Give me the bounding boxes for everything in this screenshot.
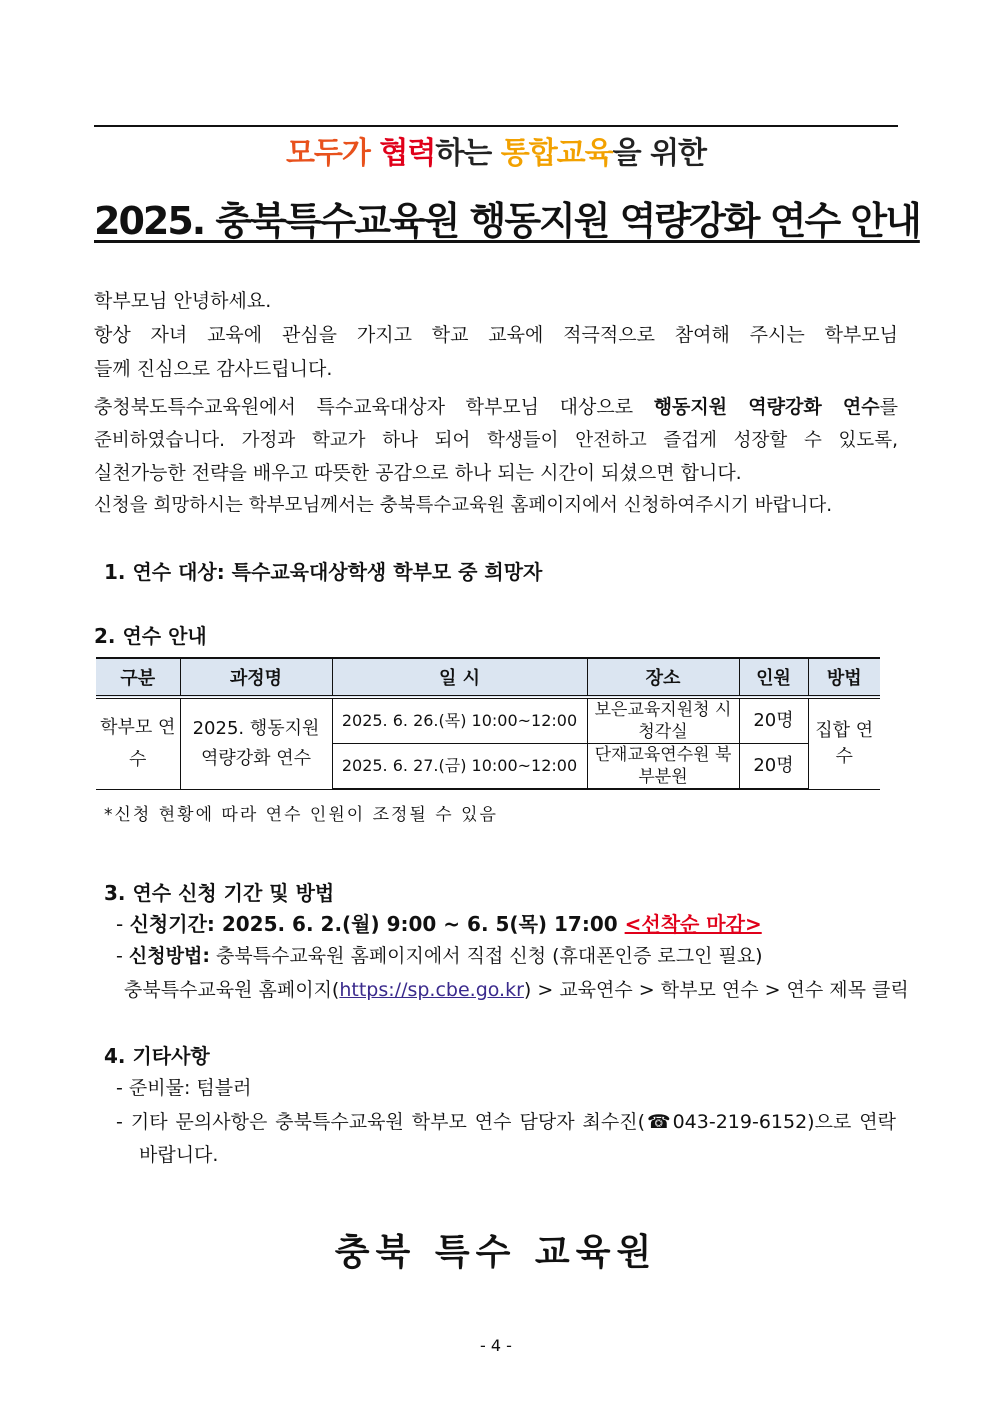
table-note: *신청 현황에 따라 연수 인원이 조정될 수 있음 bbox=[104, 805, 498, 825]
datetime-cell: 2025. 6. 26.(목) 10:00~12:00 bbox=[332, 697, 587, 744]
intro-paragraph-line: 항상 자녀 교육에 관심을 가지고 학교 교육에 적극적으로 참여해 주시는 학부모님 bbox=[94, 324, 898, 346]
highlight-text: 행동지원 역량강화 연수 bbox=[653, 396, 880, 418]
homepage-path bbox=[124, 975, 909, 1002]
period-item: - 신청기간: 2025. 6. 2.(월) 9:00 ~ 6. 5(목) 17:00 <선착순 마감> bbox=[116, 912, 762, 936]
category-cell: 학부모 연수 bbox=[96, 697, 180, 789]
table-header-cell: 과정명 bbox=[180, 658, 332, 697]
slogan-part: 협력 bbox=[379, 136, 436, 171]
path-text: ) > 교육연수 > 학부모 연수 > 연수 제목 클릭 bbox=[523, 979, 909, 1001]
homepage-link[interactable]: https://sp.cbe.go.kr bbox=[339, 979, 524, 1001]
course-name-cell: 2025. 행동지원 역량강화 연수 bbox=[180, 697, 332, 789]
section-heading: 1. 연수 대상: 특수교육대상학생 학부모 중 희망자 bbox=[104, 560, 543, 584]
other-item: 바랍니다. bbox=[139, 1144, 219, 1166]
intro-paragraph-line: 실천가능한 전략을 배우고 따뜻한 공감으로 하나 되는 시간이 되셨으면 합니다. bbox=[94, 462, 742, 484]
place-cell: 보은교육지원청 시청각실 bbox=[587, 697, 739, 744]
period-label: 신청기간: bbox=[129, 912, 215, 936]
method-cell: 집합 연수 bbox=[808, 697, 880, 789]
table-header-cell: 방법 bbox=[808, 658, 880, 697]
path-text: 충북특수교육원 홈페이지( bbox=[124, 979, 340, 1001]
intro-text: 를 bbox=[879, 396, 898, 418]
intro-paragraph-line: 들께 진심으로 감사드립니다. bbox=[94, 358, 333, 380]
table-row bbox=[96, 697, 880, 744]
count-cell: 20명 bbox=[739, 697, 808, 744]
slogan-part: 모두가 bbox=[285, 136, 380, 171]
method-label: 신청방법: bbox=[128, 945, 210, 967]
document-title: 2025. 충북특수교육원 행동지원 역량강화 연수 안내 bbox=[94, 199, 920, 243]
greeting: 학부모님 안녕하세요. bbox=[94, 290, 272, 312]
table-header-cell: 일 시 bbox=[332, 658, 587, 697]
table-header-cell: 인원 bbox=[739, 658, 808, 697]
top-rule bbox=[94, 125, 898, 127]
slogan-part: 통합교육 bbox=[500, 136, 613, 171]
other-item: - 기타 문의사항은 충북특수교육원 학부모 연수 담당자 최수진(☎043-219-6152)으로 연락 bbox=[116, 1111, 896, 1133]
method-item: - 신청방법: 충북특수교육원 홈페이지에서 직접 신청 (휴대폰인증 로그인 필요) bbox=[116, 945, 763, 967]
table-header-cell: 구분 bbox=[96, 658, 180, 697]
slogan-part: 하는 bbox=[435, 136, 501, 171]
course-table bbox=[96, 657, 880, 790]
other-item: - 준비물: 텀블러 bbox=[116, 1077, 252, 1099]
page-number: - 4 - bbox=[480, 1336, 512, 1355]
period-value: 2025. 6. 2.(월) 9:00 ~ 6. 5(목) 17:00 bbox=[214, 912, 625, 936]
count-cell: 20명 bbox=[739, 744, 808, 790]
datetime-cell: 2025. 6. 27.(금) 10:00~12:00 bbox=[332, 744, 587, 790]
method-value: 충북특수교육원 홈페이지에서 직접 신청 (휴대폰인증 로그인 필요) bbox=[209, 945, 763, 967]
intro-paragraph-line: 신청을 희망하시는 학부모님께서는 충북특수교육원 홈페이지에서 신청하여주시기 바랍니다. bbox=[94, 495, 833, 516]
slogan-part: 을 위한 bbox=[612, 136, 707, 171]
intro-paragraph-line bbox=[94, 390, 898, 424]
place-cell: 단재교육연수원 북부분원 bbox=[587, 744, 739, 790]
section-heading: 4. 기타사항 bbox=[104, 1044, 210, 1068]
table-header-cell: 장소 bbox=[587, 658, 739, 697]
slogan bbox=[94, 128, 898, 172]
section-heading: 2. 연수 안내 bbox=[94, 624, 207, 648]
organization-name: 충북 특수 교육원 bbox=[334, 1231, 658, 1273]
intro-text: 충청북도특수교육원에서 특수교육대상자 학부모님 대상으로 bbox=[94, 396, 654, 418]
section-heading: 3. 연수 신청 기간 및 방법 bbox=[104, 881, 335, 905]
table-header-row bbox=[96, 658, 880, 697]
intro-paragraph-line: 준비하였습니다. 가정과 학교가 하나 되어 학생들이 안전하고 즐겁게 성장할 수 있도록, bbox=[94, 430, 898, 451]
first-come-note: <선착순 마감> bbox=[624, 912, 762, 936]
